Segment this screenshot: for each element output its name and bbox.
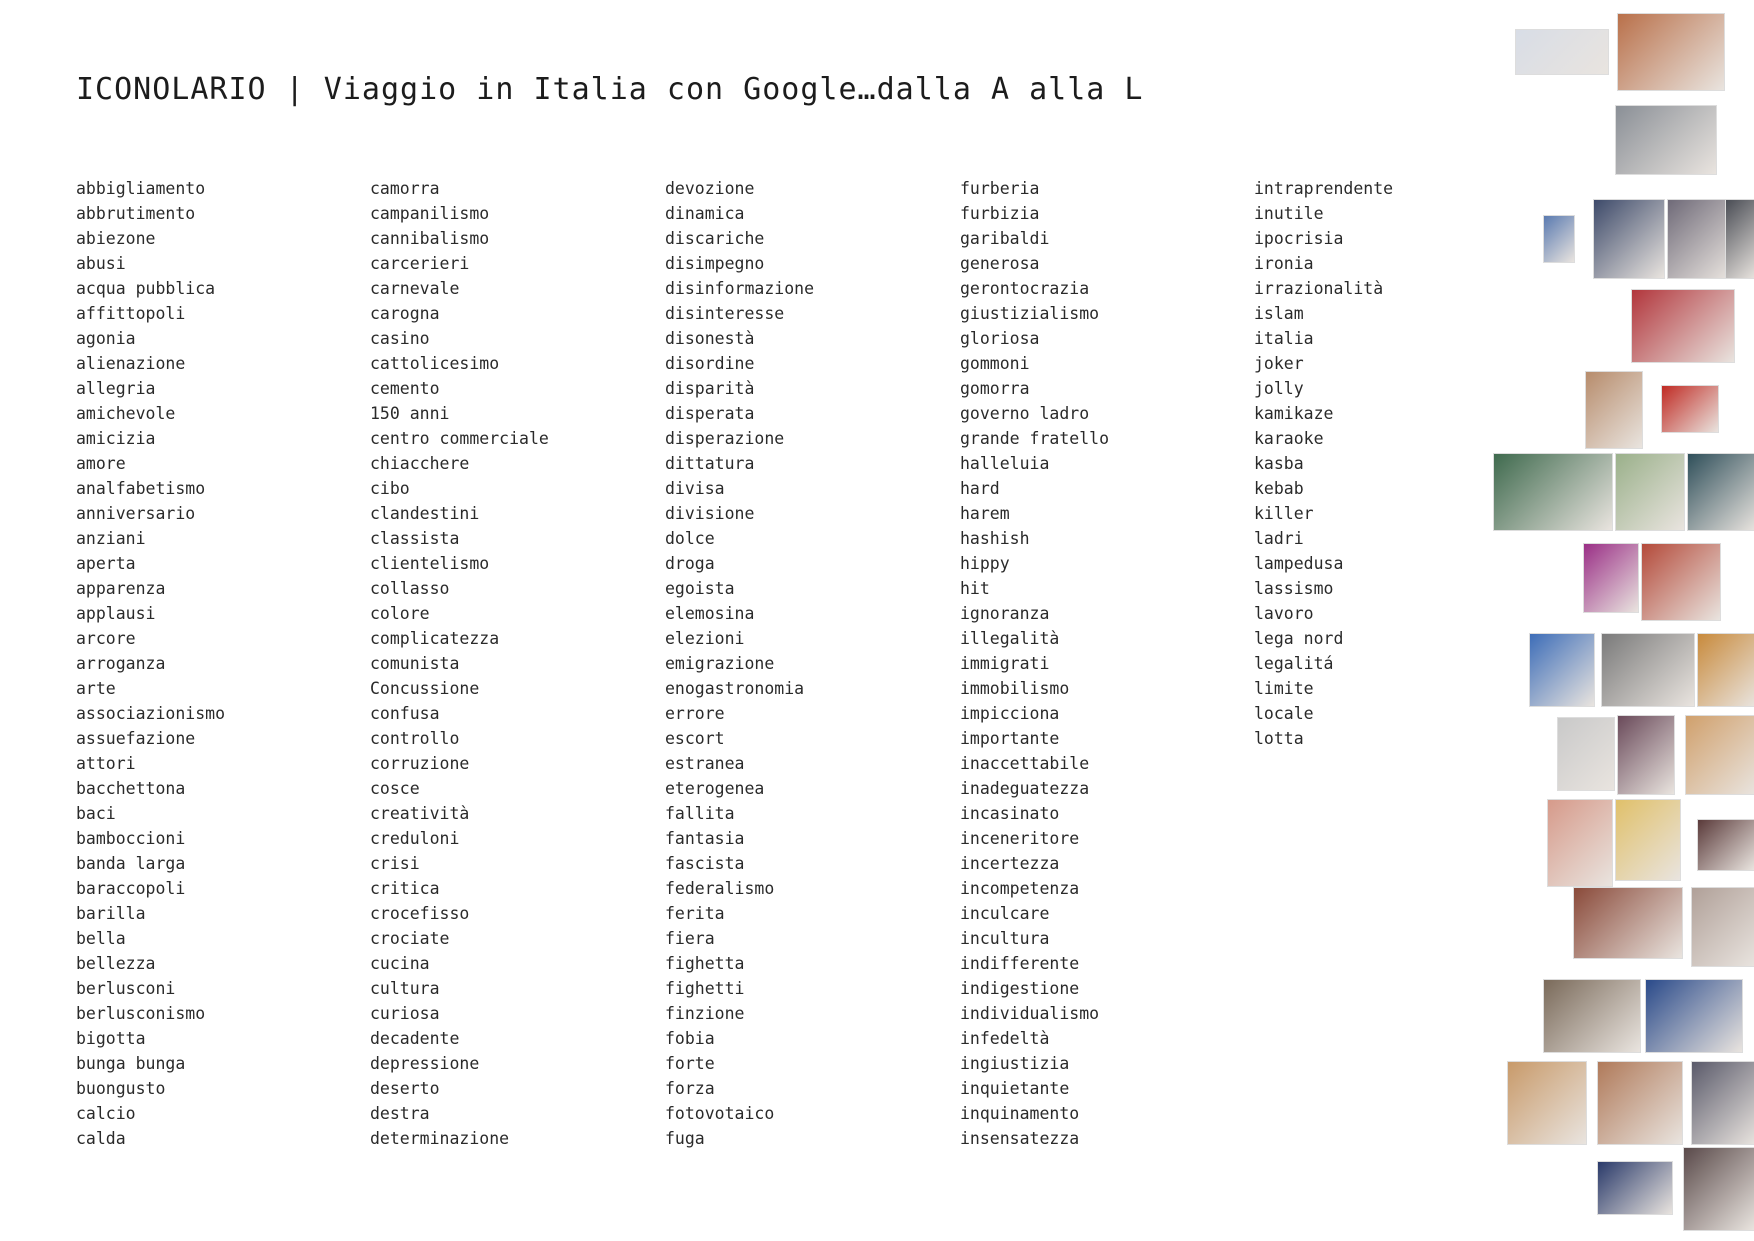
thumb-man-portrait: [1544, 980, 1640, 1052]
word-item: calcio: [76, 1104, 136, 1123]
word-column-3: [665, 176, 814, 1151]
word-item: applausi: [76, 604, 156, 623]
word-item: agonia: [76, 329, 136, 348]
word-item: bunga bunga: [76, 1054, 186, 1073]
thumb-blonde-3: [1508, 1062, 1586, 1144]
word-item: giustizialismo: [960, 304, 1100, 323]
word-item: immigrati: [960, 654, 1050, 673]
word-item: gommoni: [960, 354, 1030, 373]
word-item: chiacchere: [370, 454, 470, 473]
word-item: amichevole: [76, 404, 176, 423]
word-item: incasinato: [960, 804, 1060, 823]
word-item: garibaldi: [960, 229, 1050, 248]
thumb-news-page: [1516, 30, 1608, 74]
word-item: furberia: [960, 179, 1040, 198]
word-column-5: [1254, 176, 1393, 751]
word-item: arcore: [76, 629, 136, 648]
word-item: anniversario: [76, 504, 196, 523]
word-item: inadeguatezza: [960, 779, 1090, 798]
word-item: karaoke: [1254, 429, 1324, 448]
word-item: campanilismo: [370, 204, 490, 223]
word-item: corruzione: [370, 754, 470, 773]
word-item: impicciona: [960, 704, 1060, 723]
word-item: camorra: [370, 179, 440, 198]
word-item: fantasia: [665, 829, 745, 848]
word-item: disimpegno: [665, 254, 765, 273]
thumb-dancer: [1668, 200, 1730, 278]
thumb-woman-blue: [1530, 634, 1594, 706]
word-item: furbizia: [960, 204, 1040, 223]
word-item: forte: [665, 1054, 715, 1073]
thumb-old-man-bw: [1602, 634, 1694, 706]
word-item: forza: [665, 1079, 715, 1098]
word-item: gerontocrazia: [960, 279, 1090, 298]
word-item: hippy: [960, 554, 1010, 573]
word-item: confusa: [370, 704, 440, 723]
word-item: ignoranza: [960, 604, 1050, 623]
word-item: berlusconismo: [76, 1004, 206, 1023]
word-item: divisione: [665, 504, 755, 523]
word-item: affittopoli: [76, 304, 186, 323]
word-item: incultura: [960, 929, 1050, 948]
word-item: carcerieri: [370, 254, 470, 273]
word-item: legalitá: [1254, 654, 1334, 673]
word-column-2: [370, 176, 549, 1151]
word-item: abusi: [76, 254, 126, 273]
thumb-italian-hits: [1494, 454, 1612, 530]
word-item: disonestà: [665, 329, 755, 348]
word-item: jolly: [1254, 379, 1304, 398]
thumb-woman-bw: [1558, 718, 1614, 790]
word-item: colore: [370, 604, 430, 623]
word-item: harem: [960, 504, 1010, 523]
word-item: fascista: [665, 854, 745, 873]
word-item: italia: [1254, 329, 1314, 348]
word-item: inquinamento: [960, 1104, 1080, 1123]
word-item: collasso: [370, 579, 450, 598]
word-item: errore: [665, 704, 725, 723]
word-item: incompetenza: [960, 879, 1080, 898]
word-item: arte: [76, 679, 116, 698]
word-item: controllo: [370, 729, 460, 748]
word-item: dolce: [665, 529, 715, 548]
word-item: egoista: [665, 579, 735, 598]
thumb-movie-poster: [1618, 716, 1674, 794]
word-item: abbrutimento: [76, 204, 196, 223]
word-item: droga: [665, 554, 715, 573]
thumb-men-suits: [1594, 200, 1664, 278]
word-item: kebab: [1254, 479, 1304, 498]
word-item: intraprendente: [1254, 179, 1394, 198]
word-column-1: [76, 176, 225, 1151]
thumb-emblem: [1616, 454, 1684, 530]
thumb-dark-right: [1726, 200, 1754, 278]
word-item: buongusto: [76, 1079, 166, 1098]
thumb-tv-screen: [1598, 1162, 1672, 1214]
word-item: elemosina: [665, 604, 755, 623]
word-item: ferita: [665, 904, 725, 923]
word-item: casino: [370, 329, 430, 348]
thumb-man-sunglasses: [1586, 372, 1642, 448]
word-item: curiosa: [370, 1004, 440, 1023]
thumb-bella-italia: [1642, 544, 1720, 620]
word-item: critica: [370, 879, 440, 898]
word-item: comunista: [370, 654, 460, 673]
word-item: crocefisso: [370, 904, 470, 923]
word-item: baci: [76, 804, 116, 823]
word-item: enogastronomia: [665, 679, 805, 698]
word-item: cattolicesimo: [370, 354, 500, 373]
word-item: carogna: [370, 304, 440, 323]
thumb-the-closer: [1684, 1148, 1754, 1230]
word-item: associazionismo: [76, 704, 226, 723]
word-item: classista: [370, 529, 460, 548]
word-item: fighetta: [665, 954, 745, 973]
word-item: islam: [1254, 304, 1304, 323]
word-item: creatività: [370, 804, 470, 823]
word-item: disordine: [665, 354, 755, 373]
word-item: bigotta: [76, 1029, 146, 1048]
word-item: berlusconi: [76, 979, 176, 998]
word-item: ipocrisia: [1254, 229, 1344, 248]
word-item: ladri: [1254, 529, 1304, 548]
word-item: eterogenea: [665, 779, 765, 798]
word-item: lampedusa: [1254, 554, 1344, 573]
word-item: centro commerciale: [370, 429, 549, 448]
word-item: discariche: [665, 229, 765, 248]
word-item: inculcare: [960, 904, 1050, 923]
word-item: emigrazione: [665, 654, 775, 673]
word-item: disparità: [665, 379, 755, 398]
word-item: amore: [76, 454, 126, 473]
word-item: inceneritore: [960, 829, 1080, 848]
thumb-blonde: [1686, 716, 1754, 794]
word-item: cosce: [370, 779, 420, 798]
word-item: disinformazione: [665, 279, 815, 298]
thumb-rihanna: [1688, 454, 1754, 530]
word-item: assuefazione: [76, 729, 196, 748]
word-column-4: [960, 176, 1109, 1151]
word-item: individualismo: [960, 1004, 1100, 1023]
word-item: gloriosa: [960, 329, 1040, 348]
word-item: incertezza: [960, 854, 1060, 873]
word-item: indifferente: [960, 954, 1080, 973]
word-item: clientelismo: [370, 554, 490, 573]
thumb-hit-italia: [1662, 386, 1718, 432]
thumb-car: [1616, 106, 1716, 174]
word-item: locale: [1254, 704, 1314, 723]
word-item: generosa: [960, 254, 1040, 273]
word-item: banda larga: [76, 854, 186, 873]
word-item: importante: [960, 729, 1060, 748]
word-item: devozione: [665, 179, 755, 198]
word-item: elezioni: [665, 629, 745, 648]
word-item: finzione: [665, 1004, 745, 1023]
word-item: anziani: [76, 529, 146, 548]
word-item: bellezza: [76, 954, 156, 973]
word-item: amicizia: [76, 429, 156, 448]
thumb-small-blue: [1544, 216, 1574, 262]
word-item: inutile: [1254, 204, 1324, 223]
word-item: irrazionalità: [1254, 279, 1384, 298]
word-item: apparenza: [76, 579, 166, 598]
word-item: fighetti: [665, 979, 745, 998]
word-item: analfabetismo: [76, 479, 206, 498]
word-item: abbigliamento: [76, 179, 206, 198]
word-item: federalismo: [665, 879, 775, 898]
word-item: fotovotaico: [665, 1104, 775, 1123]
thumb-redhead: [1574, 888, 1682, 958]
word-item: decadente: [370, 1029, 460, 1048]
word-item: allegria: [76, 379, 156, 398]
word-item: hard: [960, 479, 1000, 498]
thumb-paparazzi: [1616, 800, 1680, 880]
word-item: ingiustizia: [960, 1054, 1070, 1073]
word-item: cultura: [370, 979, 440, 998]
word-item: determinazione: [370, 1129, 510, 1148]
word-item: carnevale: [370, 279, 460, 298]
word-item: dinamica: [665, 204, 745, 223]
word-item: escort: [665, 729, 725, 748]
word-item: kasba: [1254, 454, 1304, 473]
word-item: cannibalismo: [370, 229, 490, 248]
word-item: clandestini: [370, 504, 480, 523]
word-item: hit: [960, 579, 990, 598]
word-item: estranea: [665, 754, 745, 773]
word-item: lavoro: [1254, 604, 1314, 623]
word-item: depressione: [370, 1054, 480, 1073]
word-item: killer: [1254, 504, 1314, 523]
word-item: cucina: [370, 954, 430, 973]
word-item: barilla: [76, 904, 146, 923]
word-item: disinteresse: [665, 304, 785, 323]
word-item: halleluia: [960, 454, 1050, 473]
word-item: bacchettona: [76, 779, 186, 798]
word-item: arroganza: [76, 654, 166, 673]
word-item: Concussione: [370, 679, 480, 698]
thumb-tv-host: [1646, 980, 1742, 1052]
thumb-protest: [1618, 14, 1724, 90]
word-item: fallita: [665, 804, 735, 823]
word-item: fobia: [665, 1029, 715, 1048]
image-collage: [1490, 0, 1754, 1241]
word-item: cemento: [370, 379, 440, 398]
word-item: illegalità: [960, 629, 1060, 648]
word-item: inaccettabile: [960, 754, 1090, 773]
word-item: calda: [76, 1129, 126, 1148]
word-item: creduloni: [370, 829, 460, 848]
word-item: fuga: [665, 1129, 705, 1148]
word-item: baraccopoli: [76, 879, 186, 898]
word-item: bella: [76, 929, 126, 948]
thumb-mtv: [1584, 544, 1638, 612]
word-item: lega nord: [1254, 629, 1344, 648]
word-item: divisa: [665, 479, 725, 498]
word-item: lotta: [1254, 729, 1304, 748]
word-item: lassismo: [1254, 579, 1334, 598]
thumb-news-studio: [1692, 1062, 1754, 1144]
word-item: aperta: [76, 554, 136, 573]
word-item: 150 anni: [370, 404, 450, 423]
word-item: ironia: [1254, 254, 1314, 273]
thumb-rally: [1632, 290, 1734, 362]
word-item: disperazione: [665, 429, 785, 448]
word-item: deserto: [370, 1079, 440, 1098]
word-item: crociate: [370, 929, 450, 948]
thumb-old-man-glasses: [1692, 888, 1754, 966]
word-item: governo ladro: [960, 404, 1090, 423]
word-item: indigestione: [960, 979, 1080, 998]
word-item: alienazione: [76, 354, 186, 373]
word-item: attori: [76, 754, 136, 773]
word-item: grande fratello: [960, 429, 1110, 448]
word-item: hashish: [960, 529, 1030, 548]
thumb-woman-dark: [1698, 820, 1754, 870]
word-item: acqua pubblica: [76, 279, 216, 298]
word-item: immobilismo: [960, 679, 1070, 698]
word-item: gomorra: [960, 379, 1030, 398]
word-item: complicatezza: [370, 629, 500, 648]
word-item: limite: [1254, 679, 1314, 698]
page-title: ICONOLARIO | Viaggio in Italia con Google…dalla A alla L: [76, 72, 1144, 107]
word-item: cibo: [370, 479, 410, 498]
word-item: inquietante: [960, 1079, 1070, 1098]
word-item: crisi: [370, 854, 420, 873]
word-item: kamikaze: [1254, 404, 1334, 423]
word-item: dittatura: [665, 454, 755, 473]
word-item: joker: [1254, 354, 1304, 373]
word-item: disperata: [665, 404, 755, 423]
word-item: bamboccioni: [76, 829, 186, 848]
word-item: destra: [370, 1104, 430, 1123]
thumb-man-smile: [1598, 1062, 1682, 1144]
word-item: abiezone: [76, 229, 156, 248]
thumb-blonde-2: [1548, 800, 1612, 886]
thumb-woman-orange: [1698, 634, 1754, 706]
word-item: fiera: [665, 929, 715, 948]
word-item: insensatezza: [960, 1129, 1080, 1148]
word-item: infedeltà: [960, 1029, 1050, 1048]
